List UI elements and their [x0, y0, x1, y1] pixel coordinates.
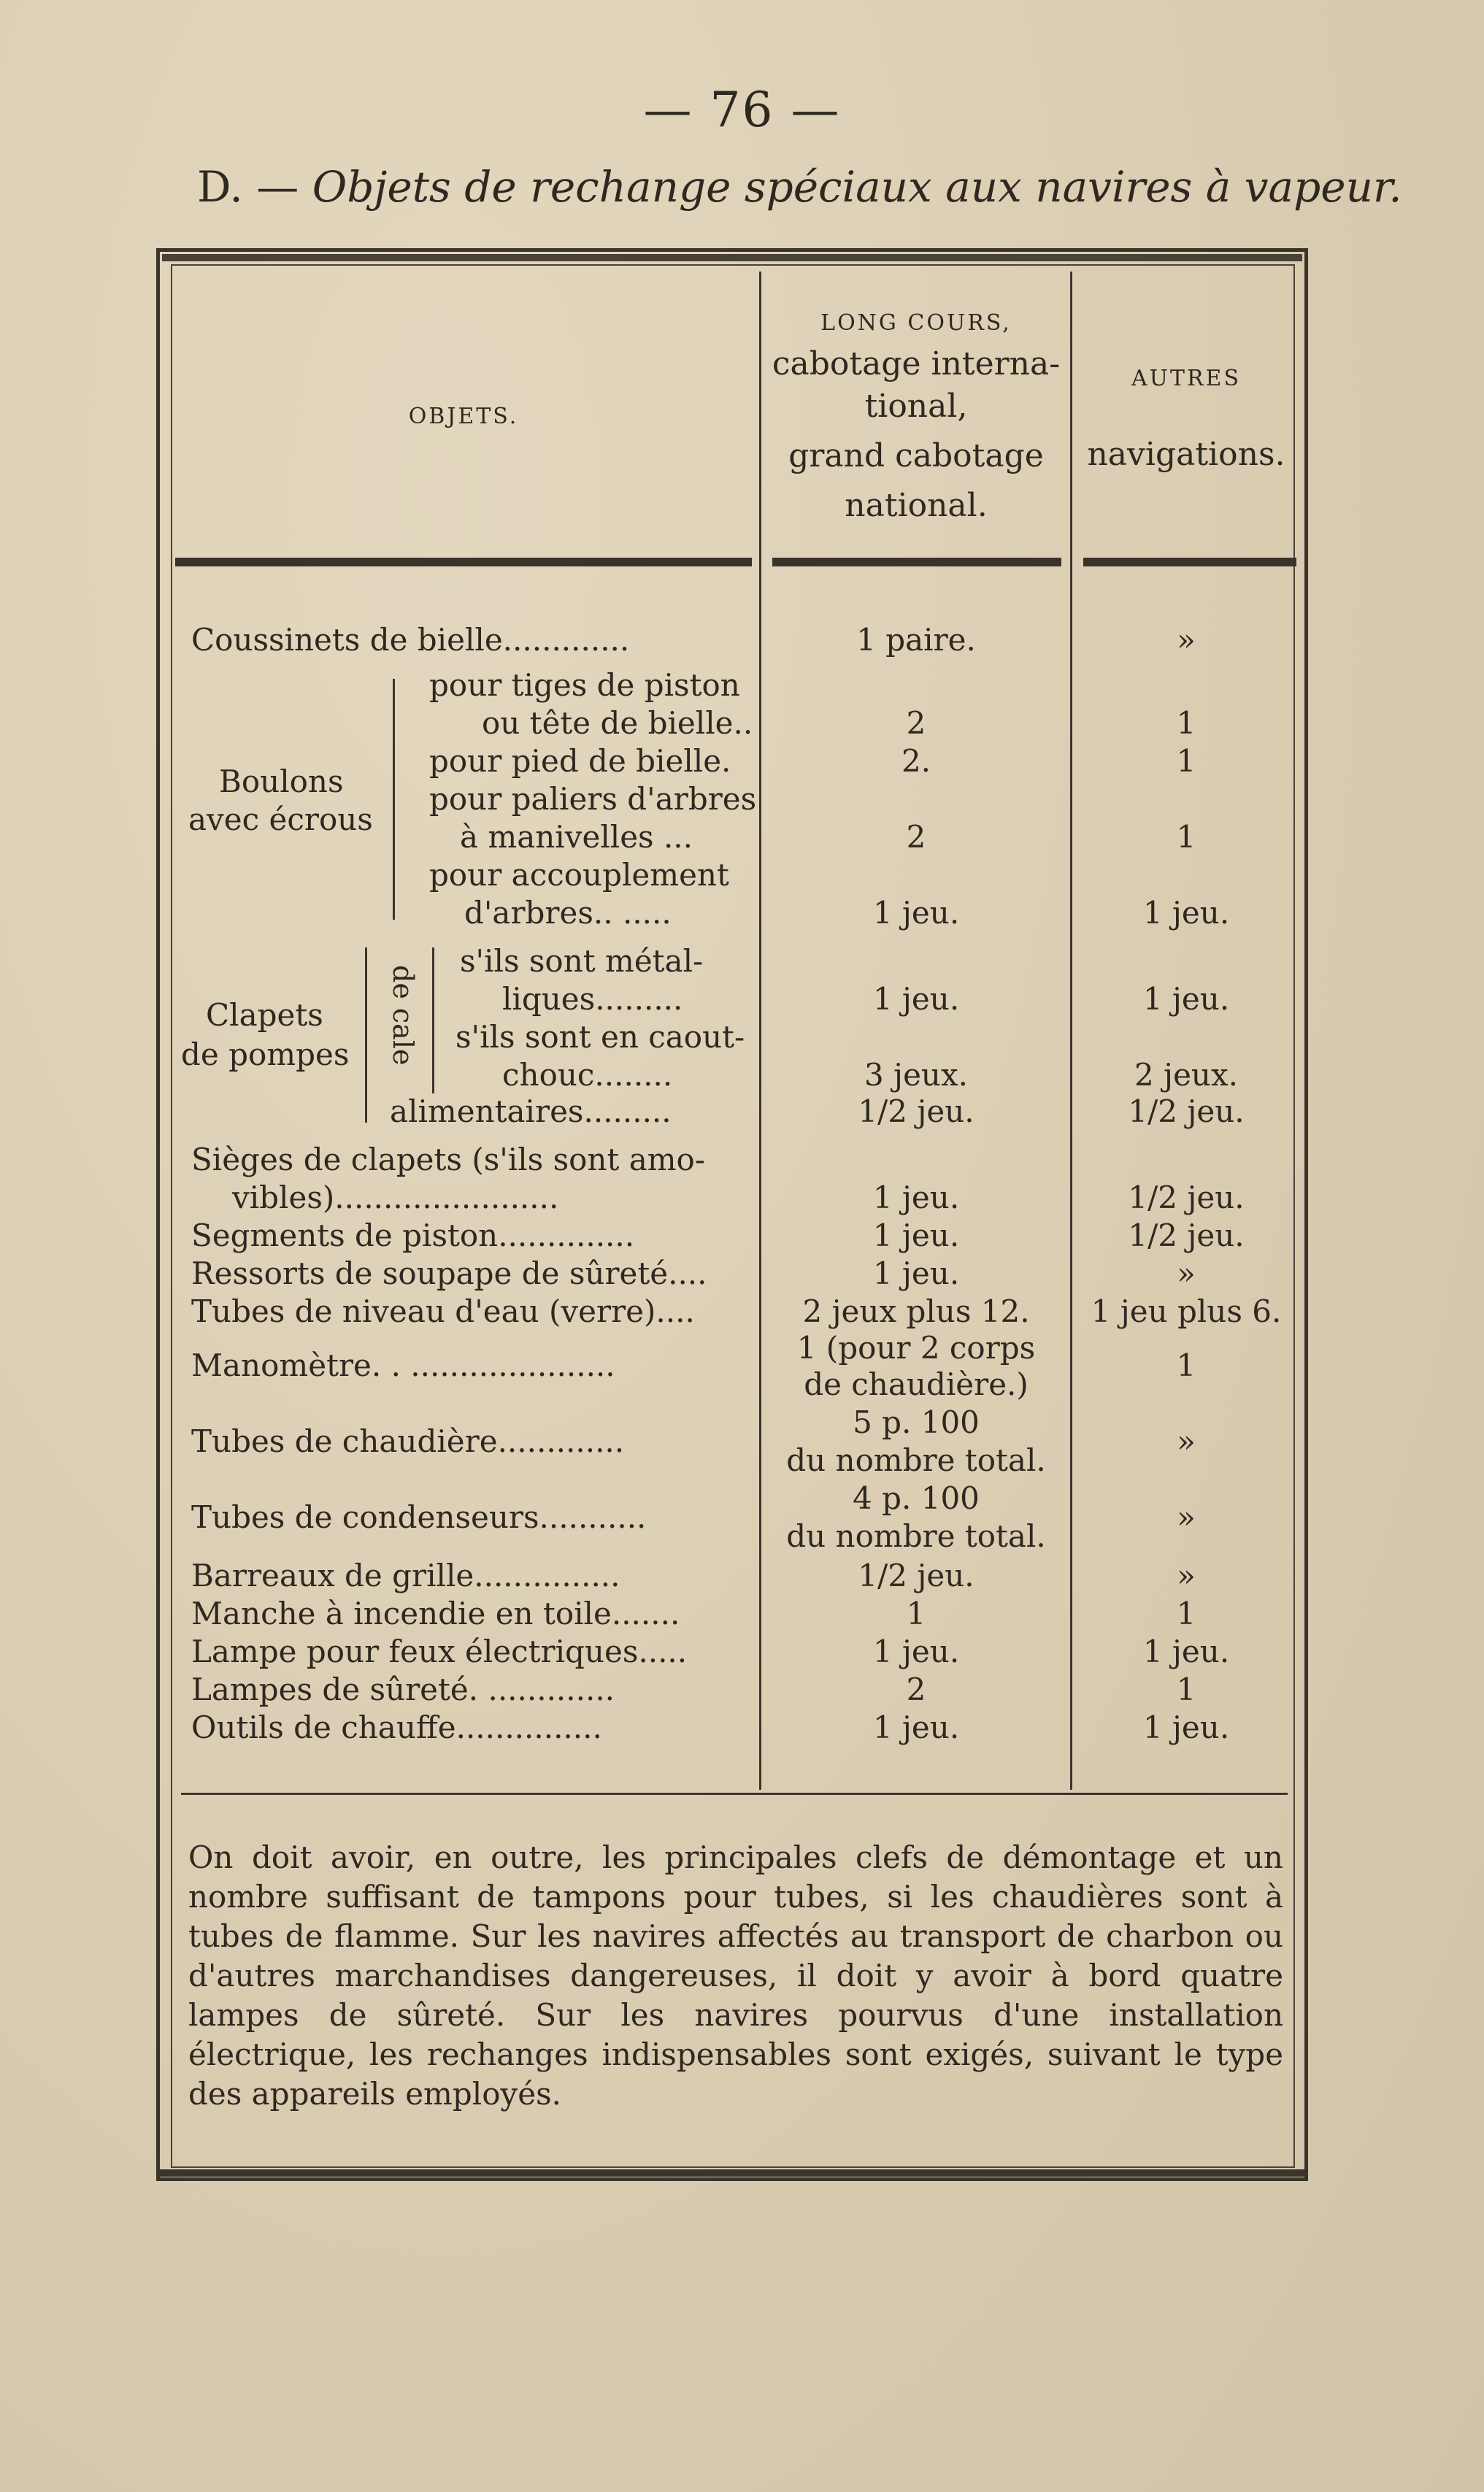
header-objets: OBJETS.	[408, 404, 519, 429]
cell-long-cours: 1/2 jeu.	[858, 1093, 974, 1129]
cell-autres: 1	[1176, 705, 1196, 741]
section-title-text: Objets de rechange spéciaux aux navires à vapeur.	[312, 162, 1402, 212]
cell-autres: »	[1177, 1255, 1196, 1291]
cell-long-cours: 1 paire.	[856, 622, 976, 658]
cell-long-cours: 1 jeu.	[872, 895, 960, 931]
row-label: pour pied de bielle.	[429, 743, 731, 779]
header-autres-line: navigations.	[1087, 436, 1285, 473]
cell-autres: 1	[1176, 819, 1196, 855]
header-long-cours-line: cabotage interna-	[772, 345, 1061, 382]
cell-long-cours: 2.	[901, 743, 931, 779]
cell-long-cours: 1 jeu.	[872, 1710, 960, 1745]
group-label: Clapets	[206, 997, 323, 1033]
cell-long-cours: 1 (pour 2 corps	[796, 1330, 1036, 1366]
cell-long-cours: 2	[906, 705, 926, 741]
cell-autres: 1 jeu.	[1142, 1634, 1230, 1669]
row-label: pour paliers d'arbres	[429, 781, 757, 817]
section-letter: D. —	[197, 162, 299, 212]
cell-long-cours: 2	[906, 819, 926, 855]
header-rule	[772, 558, 1061, 566]
cell-long-cours: 1 jeu.	[872, 1255, 960, 1291]
column-divider	[1070, 272, 1072, 1790]
row-label: ou tête de bielle..	[482, 705, 753, 741]
brace-icon	[432, 947, 434, 1093]
row-label: Sièges de clapets (s'ils sont amo-	[191, 1142, 706, 1177]
cell-long-cours: 2	[906, 1672, 926, 1707]
bottom-rule	[159, 2169, 1305, 2177]
cell-long-cours: 1 jeu.	[872, 1634, 960, 1669]
cell-long-cours: 4 p. 100	[853, 1480, 980, 1516]
page-number: — 76 —	[643, 82, 841, 138]
header-rule	[1083, 558, 1296, 566]
top-rule	[162, 254, 1302, 261]
cell-long-cours: de chaudière.)	[804, 1366, 1029, 1402]
row-label: Tubes de chaudière.............	[191, 1423, 625, 1459]
row-label: liques.........	[502, 981, 683, 1017]
row-label: Lampe pour feux électriques.....	[191, 1634, 688, 1669]
cell-autres: 1 jeu plus 6.	[1091, 1293, 1282, 1329]
header-long-cours-line: tional,	[864, 388, 968, 425]
cell-autres: 1	[1176, 1596, 1196, 1631]
cell-long-cours: 2 jeux plus 12.	[802, 1293, 1030, 1329]
row-label: Manomètre. . .....................	[191, 1347, 615, 1383]
cell-long-cours: du nombre total.	[786, 1518, 1046, 1554]
row-label: Outils de chauffe...............	[191, 1710, 602, 1745]
row-label: pour tiges de piston	[429, 667, 740, 703]
row-label: s'ils sont en caout-	[455, 1019, 745, 1055]
header-long-cours: LONG COURS,	[820, 310, 1012, 336]
header-long-cours-line: grand cabotage	[788, 437, 1044, 474]
cell-autres: 1 jeu.	[1142, 895, 1230, 931]
cell-long-cours: 1	[906, 1596, 926, 1631]
group-label: de pompes	[181, 1037, 350, 1072]
de-cale-label: de cale	[387, 965, 419, 1066]
row-label: Tubes de niveau d'eau (verre)....	[191, 1293, 695, 1329]
group-label: Boulons	[219, 764, 344, 799]
row-label: Ressorts de soupape de sûreté....	[191, 1255, 707, 1291]
row-label: vibles).......................	[232, 1180, 559, 1215]
row-label: Lampes de sûreté. .............	[191, 1672, 615, 1707]
table-bottom-rule	[181, 1793, 1288, 1795]
cell-autres: 1	[1176, 743, 1196, 779]
row-label: Tubes de condenseurs...........	[191, 1499, 647, 1535]
cell-long-cours: 1/2 jeu.	[858, 1558, 974, 1593]
row-label: pour accouplement	[429, 857, 729, 893]
cell-autres: 1	[1176, 1347, 1196, 1383]
footnote-paragraph: On doit avoir, en outre, les principales clefs de démontage et un nombre suffisant de tampons pour tubes, si les chaudières sont à tubes de flamme. Sur les navires affectés au transport de charbon ou d'autres marchandises dangereuses, il doit y avoir à bord quatre lampes de sûreté. Sur les navires pourvus d'une installation électrique, les rechanges indispensables sont exigés, suivant le type des appareils employés.	[188, 1839, 1283, 2112]
row-label: Barreaux de grille...............	[191, 1558, 620, 1593]
cell-autres: 1	[1176, 1672, 1196, 1707]
row-label: chouc........	[502, 1057, 673, 1093]
header-rule	[175, 558, 752, 566]
row-label: s'ils sont métal-	[460, 943, 704, 979]
cell-autres: 1/2 jeu.	[1128, 1218, 1245, 1253]
group-label: avec écrous	[188, 801, 373, 837]
cell-autres: 1/2 jeu.	[1128, 1180, 1245, 1215]
row-label: d'arbres.. .....	[464, 895, 672, 931]
header-autres: AUTRES	[1131, 366, 1241, 391]
cell-long-cours: 1 jeu.	[872, 1180, 960, 1215]
cell-autres: 2 jeux.	[1134, 1057, 1239, 1093]
header-long-cours-line: national.	[845, 487, 988, 524]
section-title	[197, 162, 1402, 212]
cell-autres: »	[1177, 622, 1196, 658]
cell-long-cours: du nombre total.	[786, 1442, 1046, 1478]
cell-long-cours: 1 jeu.	[872, 1218, 960, 1253]
brace-icon	[393, 679, 395, 920]
cell-autres: 1/2 jeu.	[1128, 1093, 1245, 1129]
brace-icon	[365, 947, 367, 1123]
cell-autres: »	[1177, 1558, 1196, 1593]
cell-autres: 1 jeu.	[1142, 1710, 1230, 1745]
cell-long-cours: 1 jeu.	[872, 981, 960, 1017]
row-label: Coussinets de bielle.............	[191, 622, 630, 658]
column-divider	[759, 272, 761, 1790]
cell-autres: 1 jeu.	[1142, 981, 1230, 1017]
cell-autres: »	[1177, 1499, 1196, 1535]
row-label: Segments de piston..............	[191, 1218, 635, 1253]
cell-autres: »	[1177, 1423, 1196, 1459]
row-label: Manche à incendie en toile.......	[191, 1596, 680, 1631]
cell-long-cours: 5 p. 100	[853, 1404, 980, 1440]
row-label: alimentaires.........	[390, 1093, 672, 1129]
cell-long-cours: 3 jeux.	[864, 1057, 969, 1093]
row-label: à manivelles ...	[460, 819, 693, 855]
